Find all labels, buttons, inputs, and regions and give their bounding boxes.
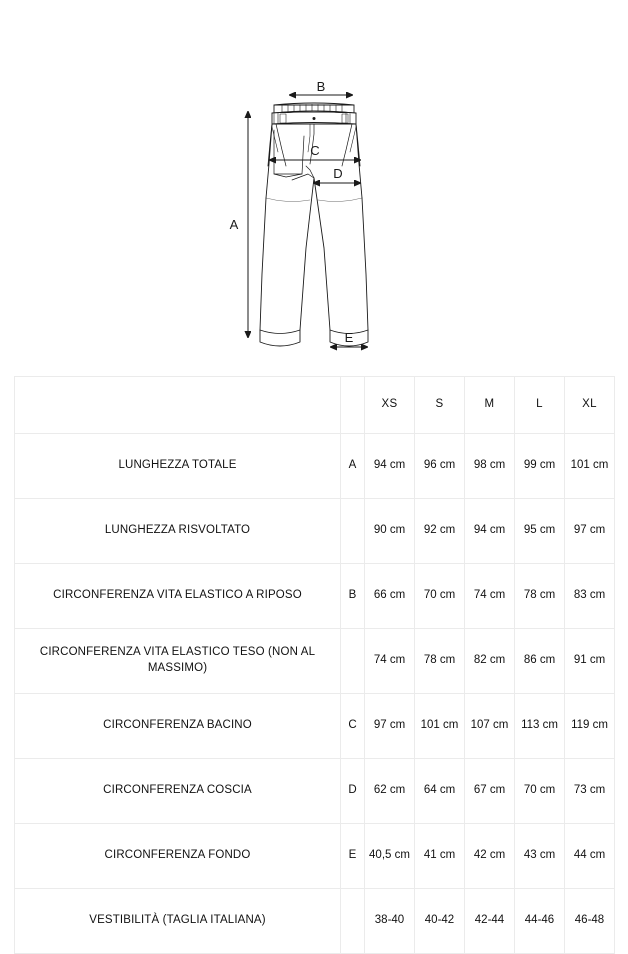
row-value-xs: 66 cm: [365, 564, 415, 629]
diagram-label-a: A: [229, 217, 239, 232]
row-value-m: 94 cm: [465, 499, 515, 564]
row-value-l: 86 cm: [515, 629, 565, 694]
row-value-s: 96 cm: [415, 434, 465, 499]
table-row: [15, 629, 615, 694]
diagram-label-c: C: [310, 143, 320, 158]
row-value-xs: 74 cm: [365, 629, 415, 694]
diagram-label-d: D: [333, 166, 343, 181]
row-letter: B: [341, 564, 365, 629]
row-value-s: 64 cm: [415, 759, 465, 824]
table-row: [15, 564, 615, 629]
row-letter: [341, 629, 365, 694]
row-value-xl: 119 cm: [565, 694, 615, 759]
row-value-xl: 46-48: [565, 889, 615, 954]
pants-diagram-area: [0, 0, 628, 376]
row-value-xl: 97 cm: [565, 499, 615, 564]
row-value-m: 82 cm: [465, 629, 515, 694]
size-header-xs: XS: [365, 377, 415, 434]
table-row: [15, 694, 615, 759]
row-label: CIRCONFERENZA FONDO: [15, 824, 341, 889]
row-letter: E: [341, 824, 365, 889]
row-value-m: 107 cm: [465, 694, 515, 759]
row-value-m: 42-44: [465, 889, 515, 954]
size-table-container: [14, 376, 614, 954]
size-header-xl: XL: [565, 377, 615, 434]
row-value-l: 43 cm: [515, 824, 565, 889]
table-row: [15, 759, 615, 824]
row-label: LUNGHEZZA TOTALE: [15, 434, 341, 499]
size-header-l: L: [515, 377, 565, 434]
row-label: CIRCONFERENZA VITA ELASTICO TESO (NON AL MASSIMO): [15, 629, 341, 694]
table-row: [15, 824, 615, 889]
row-value-l: 113 cm: [515, 694, 565, 759]
row-letter: [341, 499, 365, 564]
row-letter: [341, 889, 365, 954]
row-value-xs: 38-40: [365, 889, 415, 954]
row-value-s: 40-42: [415, 889, 465, 954]
table-row: [15, 889, 615, 954]
row-letter: C: [341, 694, 365, 759]
row-value-m: 67 cm: [465, 759, 515, 824]
row-value-l: 95 cm: [515, 499, 565, 564]
row-value-m: 74 cm: [465, 564, 515, 629]
row-value-xl: 101 cm: [565, 434, 615, 499]
row-value-l: 99 cm: [515, 434, 565, 499]
row-value-m: 42 cm: [465, 824, 515, 889]
row-value-xs: 62 cm: [365, 759, 415, 824]
row-value-l: 78 cm: [515, 564, 565, 629]
row-value-xs: 97 cm: [365, 694, 415, 759]
row-label: CIRCONFERENZA COSCIA: [15, 759, 341, 824]
diagram-label-b: B: [316, 79, 326, 94]
row-value-s: 70 cm: [415, 564, 465, 629]
row-value-l: 44-46: [515, 889, 565, 954]
row-value-xl: 83 cm: [565, 564, 615, 629]
size-table: [14, 376, 615, 954]
size-header-s: S: [415, 377, 465, 434]
table-header-row: [15, 377, 615, 434]
row-value-xs: 40,5 cm: [365, 824, 415, 889]
table-letter-header: [341, 377, 365, 434]
row-letter: A: [341, 434, 365, 499]
row-value-xl: 44 cm: [565, 824, 615, 889]
row-label: VESTIBILITÀ (TAGLIA ITALIANA): [15, 889, 341, 954]
row-value-xl: 91 cm: [565, 629, 615, 694]
row-letter: D: [341, 759, 365, 824]
row-value-s: 41 cm: [415, 824, 465, 889]
row-value-s: 101 cm: [415, 694, 465, 759]
row-value-xs: 94 cm: [365, 434, 415, 499]
row-value-m: 98 cm: [465, 434, 515, 499]
row-value-s: 78 cm: [415, 629, 465, 694]
row-label: LUNGHEZZA RISVOLTATO: [15, 499, 341, 564]
row-value-xl: 73 cm: [565, 759, 615, 824]
row-label: CIRCONFERENZA VITA ELASTICO A RIPOSO: [15, 564, 341, 629]
row-value-s: 92 cm: [415, 499, 465, 564]
table-row: [15, 499, 615, 564]
pants-technical-drawing: [214, 78, 414, 363]
size-header-m: M: [465, 377, 515, 434]
row-value-xs: 90 cm: [365, 499, 415, 564]
table-corner-cell: [15, 377, 341, 434]
table-row: [15, 434, 615, 499]
row-value-l: 70 cm: [515, 759, 565, 824]
diagram-label-e: E: [344, 330, 354, 345]
row-label: CIRCONFERENZA BACINO: [15, 694, 341, 759]
